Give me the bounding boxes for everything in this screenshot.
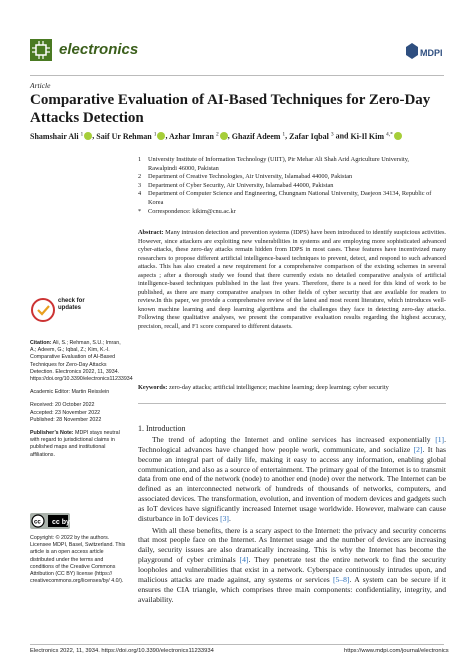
received-date: Received: 20 October 2022: [30, 402, 95, 409]
orcid-icon[interactable]: [394, 132, 402, 140]
author: Ghazif Adeem $^1$: [231, 131, 286, 141]
footer-citation[interactable]: Electronics 2022, 11, 3934. https://doi.org/10.3390/electronics11233934: [30, 648, 214, 654]
cc-by-license-icon[interactable]: [30, 513, 70, 529]
svg-text:cc: cc: [34, 519, 41, 526]
author: Ki-Il Kim $^{4,*}$: [350, 131, 393, 141]
check-for-updates-icon[interactable]: [30, 297, 56, 327]
paragraph: With all these benefits, there is a scary aspect to the Internet: the privacy and security concerns that most people face on the Internet. As Internet usage and the number of devices are increasing daily, security issues are also dramatically increasing. This is why the Internet has become the playground of cyber criminals [4]. They penetrate test the entire network to find the security loopholes and vulnerabilities that exist in a network. Cyberspace continuously intrudes upon, and malicious attacks are made against, any systems or services [5–8]. A system can be secure if it ensures the CIA triangle, which comprises three main components: confidentiality, integrity, and availability.: [138, 525, 446, 604]
author: Saif Ur Rehman $^1$: [96, 131, 157, 141]
affiliation-item: 2 Department of Creative Technologies, Air University, Islamabad 44000, Pakistan: [138, 173, 353, 181]
published-date: Published: 28 November 2022: [30, 416, 102, 423]
keywords-label: Keywords:: [138, 384, 168, 391]
journal-name: electronics: [59, 41, 139, 58]
citation-block: Citation: Ali, S.; Rehman, S.U.; Imran, A.; Adeem, G.; Iqbal, Z.; Kim, K.-I. Comparative Evaluation of AI-Based Techniques for Zero-Day Attacks Detection. Electronics 2022, 11, 3934. https://doi.org/10.3390/electronics11233934: [30, 340, 133, 383]
keywords-text: zero-day attacks; artificial intelligence; machine learning; deep learning; cyber security: [168, 384, 389, 391]
citation-link[interactable]: [4]: [239, 555, 249, 565]
citation-link[interactable]: [5–8]: [333, 574, 350, 584]
author: Shamshair Ali $^1$: [30, 131, 84, 141]
accepted-date: Accepted: 23 November 2022: [30, 409, 101, 416]
abstract-text: Many intrusion detection and prevention systems (IDPS) have been introduced to identify suspicious activities. However, since attackers are exploiting new vulnerabilities in systems and are employing more sophisticated advanced cyber-attacks, these zero-day attacks remain hidden from IDPS in most cases. These features have incentivized many researchers to propose different artificial intelligence-based techniques to prevent, detect, and respond to such advanced attacks. This has also created a new requirement for a comprehensive comparison of the existing schemes in several aspects ; after a thorough study we found that there currently exists no detailed comparative analysis of artificial intelligence-based techniques published in the last five years. Therefore, there is a need for this kind of work to be published, as there are many comparative analyses in other fields of cyber security that are available for readers to review.In this paper, we provide a comprehensive review of the latest and most recent literature, which introduces well-known machine learning and deep learning algorithms and the challenges they face in detecting zero-day attacks. Following these qualitative analyses, we present the comparative evaluation results regarding the highest accuracy, precision, recall, and F1 score compared to different datasets.: [138, 229, 447, 331]
publisher-name: MDPI: [420, 48, 443, 58]
article-type: Article: [30, 81, 51, 90]
orcid-icon[interactable]: [84, 132, 92, 140]
academic-editor: Academic Editor: Martin Reisslein: [30, 389, 110, 396]
footer-divider: [30, 644, 444, 645]
copyright-notice: Copyright: © 2022 by the authors. Licensee MDPI, Basel, Switzerland. This article is an open access article distributed under the terms and conditions of the Creative Commons Attribution (CC BY) license (https:// creativecommons.org/licenses/by/ 4.0/).: [30, 535, 126, 585]
citation-link[interactable]: [3]: [220, 513, 229, 523]
body-text: [138, 435, 446, 604]
abstract-label: Abstract:: [138, 229, 164, 236]
article-sidebar: [30, 340, 133, 465]
orcid-icon[interactable]: [220, 132, 228, 140]
correspondence: * Correspondence: kikim@cnu.ac.kr: [138, 207, 236, 215]
abstract-divider: [138, 403, 446, 404]
check-for-updates[interactable]: check for updates: [58, 298, 85, 311]
svg-text:cc by: cc by: [52, 519, 70, 526]
keywords: [138, 384, 446, 393]
affiliations: [138, 156, 438, 216]
author: Azhar Imran $^2$: [169, 131, 219, 141]
abstract: [138, 229, 446, 332]
affiliation-item: 4 Department of Computer Science and Engineering, Chungnam National University, Daejeon 34134, Republic of Korea: [138, 190, 432, 206]
header-divider: [30, 75, 444, 76]
publisher-note: Publisher’s Note: MDPI stays neutral with regard to jurisdictional claims in published maps and institutional affiliations.: [30, 430, 120, 458]
orcid-icon[interactable]: [157, 132, 165, 140]
section-heading: 1. Introduction: [138, 424, 186, 433]
citation-link[interactable]: [1]: [435, 435, 445, 444]
citation-link[interactable]: [2]: [413, 444, 423, 454]
affiliation-item: 3 Department of Cyber Security, Air University, Islamabad 44000, Pakistan: [138, 181, 334, 189]
mdpi-logo[interactable]: [406, 41, 446, 63]
article-title: Comparative Evaluation of AI-Based Techniques for Zero-Day Attacks Detection: [30, 92, 431, 126]
affiliation-item: 1 University Institute of Information Technology (UIIT), Pir Mehar Ali Shah Arid Agriculture University, Rawalpindi 46000, Pakistan: [138, 156, 410, 172]
electronics-journal-icon: [30, 39, 52, 61]
paragraph: The trend of adopting the Internet and online services has increased exponentially [1]. Technological advances have changed how people work, communicate, and socialize [2]. It has become an integral part of daily life, making it easy to access any information, enabling global communication, and also as a source of entertainment. The primary goal of the Internet is to transmit data from one end of the network (node) to another end (node) over the network. The Internet can be defined as an interconnected network of hundreds of thousands of networks, computers, and associated devices. The transformation, evolution, and invention of modern devices and gadgets such as IoT devices have significantly increased Internet usage worldwide. However, malware can cause disturbance in IoT devices [3].: [138, 435, 446, 523]
author-list: Shamshair Ali $^1$ , Saif Ur Rehman $^1$ , Azhar Imran $^2$ , Ghazif Adeem $^1$, Zafar Iqbal $^3$ and Ki-Il Kim $^{4,*}$: [30, 131, 450, 141]
author: Zafar Iqbal $^3$: [289, 131, 334, 141]
footer-journal-link[interactable]: https://www.mdpi.com/journal/electronics: [344, 648, 449, 654]
